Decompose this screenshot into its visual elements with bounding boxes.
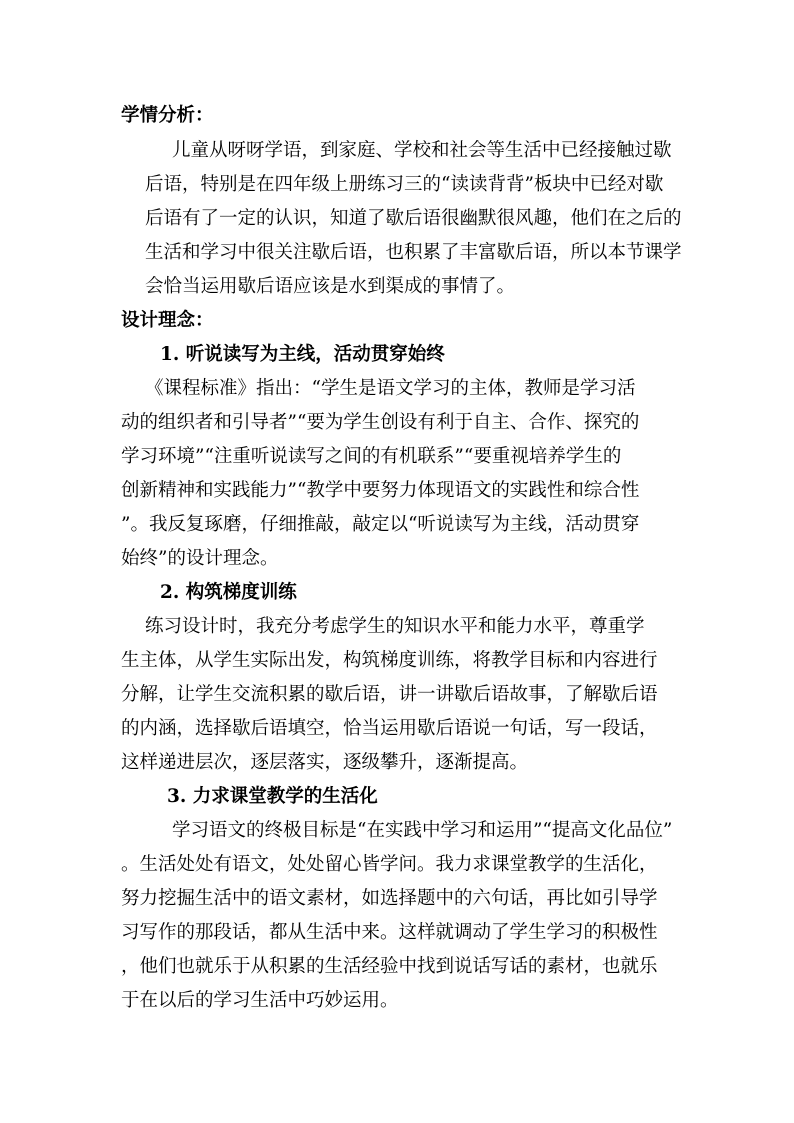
paragraph-line: ”。我反复琢磨，仔细推敲，敲定以“听说读写为主线，活动贯穿 <box>121 514 640 535</box>
paragraph-line: 后语有了一定的认识，知道了歇后语很幽默很风趣，他们在之后的 <box>145 208 682 229</box>
paragraph-line: 这样递进层次，逐层落实，逐级攀升，逐渐提高。 <box>121 752 529 773</box>
subheading-item-1: 1. 听说读写为主线，活动贯穿始终 <box>160 344 445 365</box>
paragraph-line: 分解，让学生交流积累的歇后语，讲一讲歇后语故事，了解歇后语 <box>121 684 658 705</box>
subheading-item-3: 3. 力求课堂教学的生活化 <box>167 786 378 807</box>
paragraph-line: 于在以后的学习生活中巧妙运用。 <box>121 990 399 1011</box>
section-heading-design-concept: 设计理念： <box>121 310 214 331</box>
paragraph-line: 创新精神和实践能力”“教学中要努力体现语文的实践性和综合性 <box>121 480 640 501</box>
paragraph-line: 会恰当运用歇后语应该是水到渠成的事情了。 <box>145 276 516 297</box>
paragraph-line: 始终”的设计理念。 <box>121 548 279 569</box>
paragraph-line: 学习语文的终极目标是“在实践中学习和运用”“提高文化品位” <box>172 820 673 841</box>
subheading-item-2: 2. 构筑梯度训练 <box>160 582 297 603</box>
paragraph-line: 。生活处处有语文，处处留心皆学问。我力求课堂教学的生活化， <box>121 854 658 875</box>
paragraph-line: 动的组织者和引导者”“要为学生创设有利于自主、合作、探究的 <box>121 412 640 433</box>
paragraph-line: 后语，特别是在四年级上册练习三的“读读背背”板块中已经对歇 <box>145 174 664 195</box>
section-heading-student-analysis: 学情分析： <box>121 105 214 126</box>
paragraph-line: 学习环境”“注重听说读写之间的有机联系”“要重视培养学生的 <box>121 446 622 467</box>
paragraph-line: 《课程标准》指出：“学生是语文学习的主体，教师是学习活 <box>145 378 636 399</box>
paragraph-line: ，他们也就乐于从积累的生活经验中找到说话写话的素材，也就乐 <box>121 956 658 977</box>
paragraph-line: 生活和学习中很关注歇后语，也积累了丰富歇后语，所以本节课学 <box>145 242 682 263</box>
paragraph-line: 习写作的那段话，都从生活中来。这样就调动了学生学习的积极性 <box>121 922 658 943</box>
paragraph-line: 儿童从呀呀学语，到家庭、学校和社会等生活中已经接触过歇 <box>172 140 672 161</box>
paragraph-line: 努力挖掘生活中的语文素材，如选择题中的六句话，再比如引导学 <box>121 888 658 909</box>
paragraph-line: 练习设计时，我充分考虑学生的知识水平和能力水平，尊重学 <box>145 616 645 637</box>
paragraph-line: 生主体，从学生实际出发，构筑梯度训练，将教学目标和内容进行 <box>121 650 658 671</box>
paragraph-line: 的内涵，选择歇后语填空，恰当运用歇后语说一句话，写一段话， <box>121 718 658 739</box>
